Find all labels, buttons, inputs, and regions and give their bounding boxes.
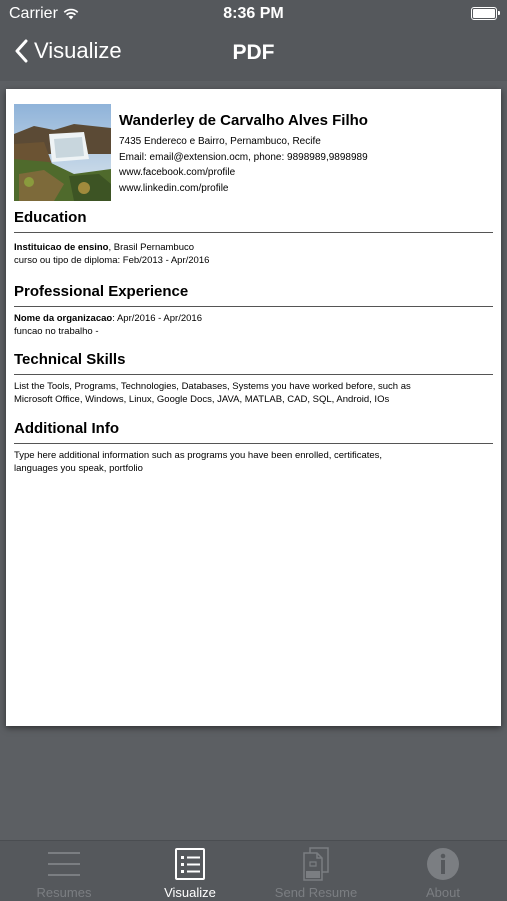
education-course: curso ou tipo de diploma: Feb/2013 - Apr/2016 [14, 254, 210, 266]
education-title: Education [14, 209, 87, 226]
document-list-icon [173, 847, 207, 881]
tab-visualize[interactable] [127, 841, 253, 901]
resume-linkedin: www.linkedin.com/profile [119, 182, 229, 194]
tab-send-resume-label: Send Resume [274, 885, 358, 900]
skills-line-1: List the Tools, Programs, Technologies, Databases, Systems you have worked before, such as [14, 381, 411, 392]
page-title: PDF [232, 41, 275, 64]
profile-photo [14, 104, 111, 201]
tab-resumes-label: Resumes [36, 885, 92, 900]
experience-organization [14, 313, 493, 326]
skills-title: Technical Skills [14, 351, 126, 368]
waterfall-image [14, 104, 111, 201]
battery-icon [471, 7, 497, 20]
info-icon [426, 847, 460, 881]
tab-about-label: About [426, 885, 460, 900]
pdf-file-icon [299, 847, 333, 881]
resume-facebook: www.facebook.com/profile [119, 167, 236, 178]
skills-section [14, 351, 493, 406]
navigation-bar [0, 28, 507, 81]
resume-name: Wanderley de Carvalho Alves Filho [119, 112, 368, 129]
experience-section [14, 283, 493, 338]
resume-contact: Email: email@extension.ocm, phone: 9898989,9898989 [119, 151, 368, 163]
organization-dates: : Apr/2016 - Apr/2016 [112, 313, 202, 324]
section-divider [14, 374, 493, 375]
list-icon [47, 847, 81, 881]
institution-location: , Brasil Pernambuco [108, 242, 195, 253]
skills-line-2: Microsoft Office, Windows, Linux, Google Docs, JAVA, MATLAB, CAD, SQL, Android, IOs [14, 393, 390, 405]
status-bar [0, 0, 507, 28]
education-institution [14, 242, 493, 255]
back-button-label: Visualize [34, 38, 122, 63]
additional-info-title: Additional Info [14, 420, 119, 437]
pdf-preview[interactable] [6, 89, 501, 726]
experience-role: funcao no trabalho - [14, 325, 99, 337]
tab-send-resume[interactable] [253, 841, 379, 901]
institution-label: Instituicao de ensino [14, 242, 109, 253]
experience-title: Professional Experience [14, 283, 189, 300]
tab-visualize-label: Visualize [164, 885, 216, 900]
additional-info-section [14, 420, 493, 475]
carrier-label: Carrier [9, 5, 58, 22]
education-section [14, 209, 493, 267]
section-divider [14, 443, 493, 444]
additional-info-line-2: languages you speak, portfolio [14, 462, 143, 474]
section-divider [14, 232, 493, 233]
status-time: 8:36 PM [223, 5, 284, 22]
profile-details [119, 112, 499, 196]
tab-resumes[interactable] [1, 841, 127, 901]
additional-info-line-1: Type here additional information such as programs you have been enrolled, certificates, [14, 450, 383, 461]
resume-address: 7435 Endereco e Bairro, Pernambuco, Recife [119, 136, 321, 147]
tab-bar [0, 840, 507, 901]
organization-label: Nome da organizacao [14, 313, 113, 324]
section-divider [14, 306, 493, 307]
tab-about[interactable] [380, 841, 506, 901]
